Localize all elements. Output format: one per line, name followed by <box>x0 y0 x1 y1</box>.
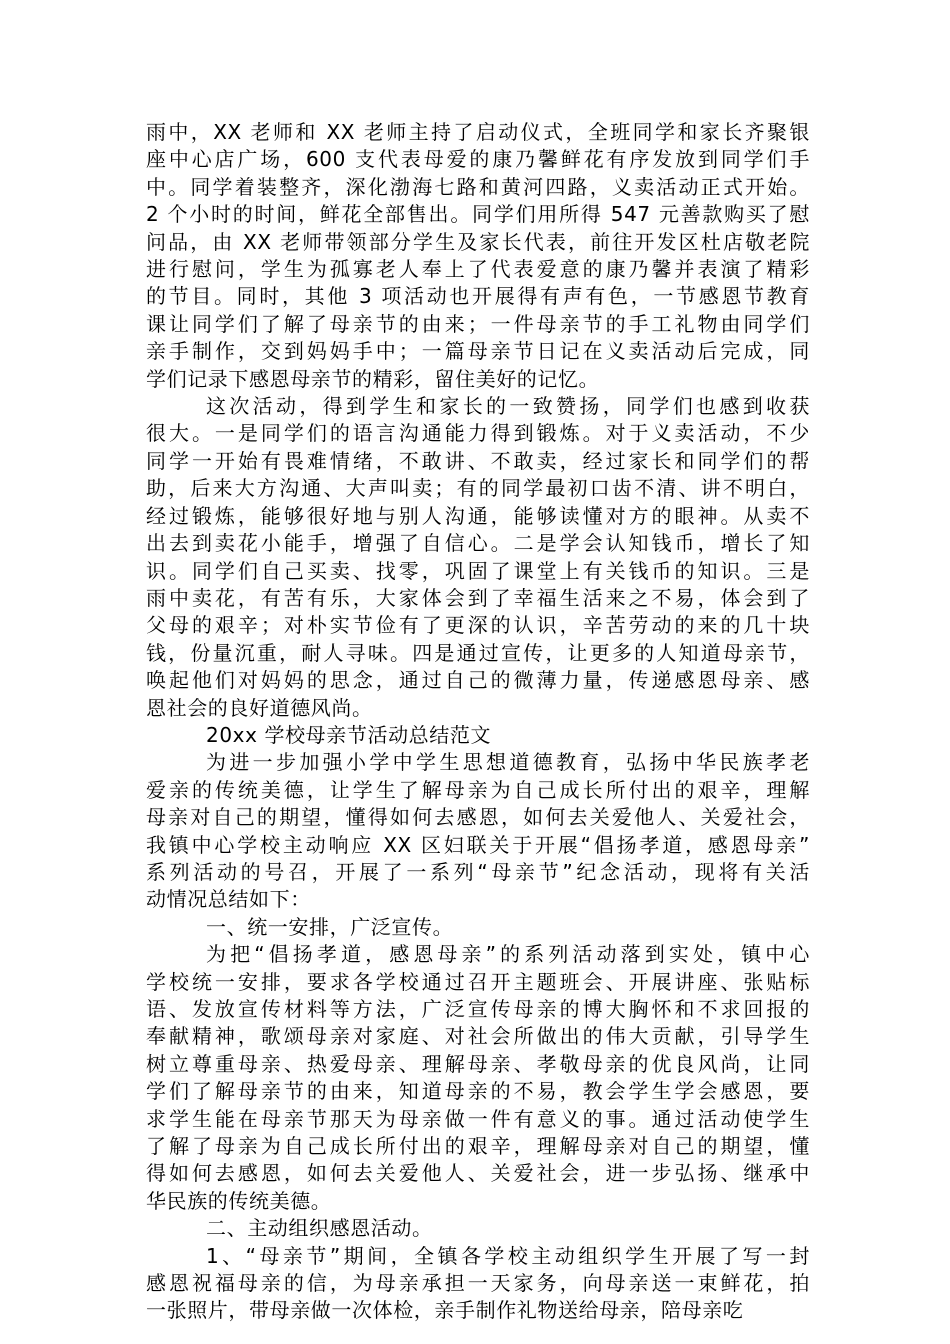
text-line: 一张照片，带母亲做一次体检，亲手制作礼物送给母亲，陪母亲吃 <box>146 1298 744 1323</box>
text-line: 经过锻炼，能够很好地与别人沟通，能够读懂对方的眼神。从卖不 <box>146 503 810 528</box>
paragraph-p3 <box>146 722 810 749</box>
paragraph-p5 <box>146 914 810 941</box>
text-line: 的节目。同时，其他 3 项活动也开展得有声有色，一节感恩节教育 <box>146 284 810 309</box>
text-line: 同学一开始有畏难情绪，不敢讲、不敢卖，经过家长和同学们的帮 <box>146 448 810 473</box>
text-line: 雨中卖花，有苦有乐，大家体会到了幸福生活来之不易，体会到了 <box>146 585 810 610</box>
text-line: 亲手制作，交到妈妈手中；一篇母亲节日记在义卖活动后完成，同 <box>146 339 810 364</box>
text-line: 一、统一安排，广泛宣传。 <box>206 914 454 939</box>
text-line: 很大。一是同学们的语言沟通能力得到锻炼。对于义卖活动，不少 <box>146 421 810 446</box>
text-line: 1、“母亲节”期间，全镇各学校主动组织学生开展了写一封 <box>206 1243 810 1268</box>
text-line: 二、主动组织感恩活动。 <box>206 1216 433 1241</box>
text-line: 学们记录下感恩母亲节的精彩，留住美好的记忆。 <box>146 366 600 391</box>
text-line: 语、发放宣传材料等方法，广泛宣传母亲的博大胸怀和不求回报的 <box>146 997 810 1021</box>
paragraph-p6 <box>146 941 810 1215</box>
text-line: 得如何去感恩，如何去关爱他人、关爱社会，进一步弘扬、继承中 <box>146 1161 810 1186</box>
text-line: 课让同学们了解了母亲节的由来；一件母亲节的手工礼物由同学们 <box>146 311 810 336</box>
text-line: 华民族的传统美德。 <box>146 1188 332 1213</box>
text-line: 动情况总结如下： <box>146 887 311 912</box>
text-line: 求学生能在母亲节那天为母亲做一件有意义的事。通过活动使学生 <box>146 1106 810 1131</box>
text-line: 雨中，XX 老师和 XX 老师主持了启动仪式，全班同学和家长齐聚银 <box>146 120 810 144</box>
text-line: 钱，份量沉重，耐人寻味。四是通过宣传，让更多的人知道母亲节， <box>146 640 810 665</box>
text-line: 母亲对自己的期望，懂得如何去感恩，如何去关爱他人、关爱社会， <box>146 805 810 830</box>
text-line: 出去到卖花小能手，增强了自信心。二是学会认知钱币，增长了知 <box>146 531 810 556</box>
text-line: 奉献精神，歌颂母亲对家庭、对社会所做出的伟大贡献，引导学生 <box>146 1024 810 1049</box>
paragraph-p2 <box>146 393 810 722</box>
text-line: 进行慰问，学生为孤寡老人奉上了代表爱意的康乃馨并表演了精彩 <box>146 257 810 282</box>
text-line: 了解了母亲为自己成长所付出的艰辛，理解母亲对自己的期望，懂 <box>146 1134 810 1159</box>
text-line: 为进一步加强小学中学生思想道德教育，弘扬中华民族孝老 <box>206 750 810 775</box>
paragraph-p4 <box>146 749 810 913</box>
text-line: 学校统一安排，要求各学校通过召开主题班会、开展讲座、张贴标 <box>146 969 810 994</box>
document-body <box>146 119 810 1325</box>
text-line: 学们了解母亲节的由来，知道母亲的不易，教会学生学会感恩，要 <box>146 1079 810 1104</box>
text-line: 座中心店广场，600 支代表母爱的康乃馨鲜花有序发放到同学们手 <box>146 147 810 172</box>
text-line: 为把“倡扬孝道，感恩母亲”的系列活动落到实处，镇中心 <box>206 942 810 967</box>
text-line: 父母的艰辛；对朴实节俭有了更深的认识，辛苦劳动的来的几十块 <box>146 613 810 638</box>
text-line: 中。同学着装整齐，深化渤海七路和黄河四路，义卖活动正式开始。 <box>146 174 810 199</box>
text-line: 我镇中心学校主动响应 XX 区妇联关于开展“倡扬孝道，感恩母亲” <box>146 832 810 857</box>
text-line: 这次活动，得到学生和家长的一致赞扬，同学们也感到收获 <box>206 394 810 419</box>
text-line: 系列活动的号召，开展了一系列“母亲节”纪念活动，现将有关活 <box>146 859 810 884</box>
text-line: 问品，由 XX 老师带领部分学生及家长代表，前往开发区杜店敬老院 <box>146 229 810 254</box>
text-line: 2 个小时的时间，鲜花全部售出。同学们用所得 547 元善款购买了慰 <box>146 202 810 227</box>
text-line: 唤起他们对妈妈的思念，通过自己的微薄力量，传递感恩母亲、感 <box>146 668 810 693</box>
text-line: 树立尊重母亲、热爱母亲、理解母亲、孝敬母亲的优良风尚，让同 <box>146 1051 810 1076</box>
text-line: 爱亲的传统美德，让学生了解母亲为自己成长所付出的艰辛，理解 <box>146 777 810 802</box>
paragraph-p1 <box>146 119 810 393</box>
text-line: 感恩祝福母亲的信，为母亲承担一天家务，向母亲送一束鲜花，拍 <box>146 1271 810 1296</box>
text-line: 助，后来大方沟通、大声叫卖；有的同学最初口齿不清、讲不明白， <box>146 476 810 501</box>
text-line: 恩社会的良好道德风尚。 <box>146 695 373 720</box>
paragraph-p8 <box>146 1243 810 1325</box>
paragraph-p7 <box>146 1215 810 1242</box>
text-line: 识。同学们自己买卖、找零，巩固了课堂上有关钱币的知识。三是 <box>146 558 810 583</box>
text-line: 20xx 学校母亲节活动总结范文 <box>206 722 492 747</box>
